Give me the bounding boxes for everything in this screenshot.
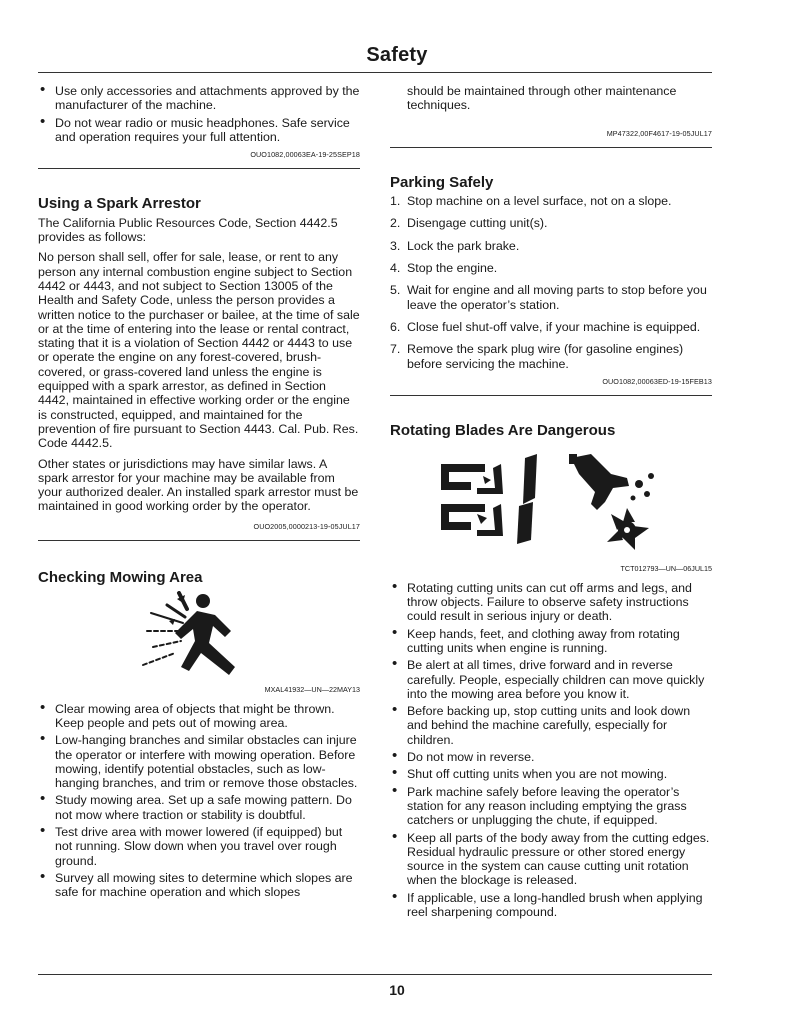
- list-item: • Test drive area with mower lowered (if equipped) but not running. Slow down when you travel over rough ground.: [38, 825, 360, 868]
- reference-code: OUO1082,00063EA-19-25SEP18: [38, 148, 360, 169]
- figure-reference-code: TCT012793—UN—06JUL15: [620, 564, 712, 574]
- parking-steps-list: [390, 194, 712, 371]
- reference-code: MP47322,00F4617-19-05JUL17: [390, 127, 712, 148]
- step-text: Lock the park brake.: [407, 238, 520, 253]
- reference-code: OUO2005,0000213-19-05JUL17: [38, 520, 360, 541]
- step-number: 4.: [390, 261, 401, 276]
- footer-rule: [38, 974, 712, 975]
- section-heading: Checking Mowing Area: [38, 569, 203, 587]
- list-item: • Survey all mowing sites to determine which slopes are safe for machine operation and which slopes: [38, 871, 360, 900]
- foot-hazard-icon: [437, 454, 541, 546]
- list-item: • If applicable, use a long-handled brush when applying reel sharpening compound.: [390, 891, 712, 920]
- list-item: • Study mowing area. Set up a safe mowing pattern. Do not mow where traction or stability is doubtful.: [38, 793, 360, 822]
- step-text: Remove the spark plug wire (for gasoline engines) before servicing the machine.: [407, 342, 684, 371]
- step-number: 3.: [390, 238, 401, 253]
- list-item: • Do not wear radio or music headphones. Safe service and operation requires your full attention.: [38, 116, 360, 145]
- list-item: [390, 194, 712, 208]
- list-item: • Low-hanging branches and similar obstacles can injure the operator or interfere with mowing operation. Before mowing, identify potential obstacles, such as low-hanging branches, and trim or remove those obstacles.: [38, 733, 360, 790]
- list-item: [390, 261, 712, 275]
- left-column: [38, 84, 360, 902]
- spark-arrestor-section: [38, 197, 360, 541]
- list-item: • Park machine safely before leaving the operator’s station for any reason including emptying the grass catchers or unplugging the chute, if equipped.: [390, 785, 712, 828]
- continued-paragraph: should be maintained through other maintenance techniques.: [407, 84, 677, 113]
- figure-reference-code: MXAL41932—UN—22MAY13: [264, 685, 360, 695]
- page-title: Safety: [366, 44, 428, 66]
- list-item: [390, 342, 712, 371]
- hand-hazard-icon: [569, 454, 665, 554]
- list-item: • Clear mowing area of objects that might be thrown. Keep people and pets out of mowing area.: [38, 702, 360, 731]
- list-item: [390, 216, 712, 230]
- step-text: Disengage cutting unit(s).: [407, 216, 548, 231]
- parking-section: [390, 173, 712, 396]
- intro-bullet-list: [38, 84, 360, 144]
- list-item: • Keep hands, feet, and clothing away from rotating cutting units when engine is running.: [390, 627, 712, 656]
- mowing-bullet-list: [38, 702, 360, 900]
- list-item: [390, 239, 712, 253]
- step-number: 2.: [390, 216, 401, 231]
- list-item: [390, 320, 712, 334]
- list-item: • Keep all parts of the body away from the cutting edges. Residual hydraulic pressure or other stored energy source in the system can cause cutting unit rotation when the blockage is released.: [390, 831, 712, 888]
- step-text: Wait for engine and all moving parts to stop before you leave the operator’s station.: [407, 283, 707, 312]
- step-text: Stop the engine.: [407, 261, 498, 276]
- paragraph: No person shall sell, offer for sale, lease, or rent to any person any internal combustion engine subject to Section 4442 or 4443, and not subject to Section 13005 of the Health and Safety Code, unless the person provides a written notice to the purchaser or bailee, at the time of sale or at the time of entering into the lease or rental contract, stating that it is a violation of Section 4442 or 4443 to use or operate the engine on any forest-covered, brush-covered, or grass-covered land unless the engine is equipped with a spark arrestor, as defined in Section 4442, maintained in effective working order or the engine is constructed, equipped, and maintained for the prevention of fire pursuant to Section 4443. Cal. Pub. Res. Code 4442.5.: [38, 250, 360, 451]
- step-number: 1.: [390, 194, 401, 209]
- list-item: • Be alert at all times, drive forward and in reverse carefully. People, especially children can move quickly into the mowing area before you know it.: [390, 658, 712, 701]
- step-number: 6.: [390, 319, 401, 334]
- step-text: Close fuel shut-off valve, if your machine is equipped.: [407, 319, 701, 334]
- rotating-blades-section: [390, 424, 712, 919]
- rotating-blades-figure: [390, 454, 712, 554]
- thrown-objects-figure: [38, 591, 360, 681]
- right-column: [390, 84, 712, 922]
- page-number: 10: [389, 982, 405, 998]
- step-number: 5.: [390, 283, 401, 298]
- section-heading: Rotating Blades Are Dangerous: [390, 422, 616, 440]
- reference-code: OUO1082,00063ED-19-15FEB13: [390, 375, 712, 396]
- blades-bullet-list: [390, 581, 712, 920]
- list-item: • Use only accessories and attachments approved by the manufacturer of the machine.: [38, 84, 360, 113]
- section-heading: Using a Spark Arrestor: [38, 195, 201, 213]
- thrown-objects-hazard-icon: [139, 591, 259, 681]
- list-item: • Shut off cutting units when you are not mowing.: [390, 767, 712, 781]
- mowing-area-section: [38, 571, 360, 899]
- paragraph: Other states or jurisdictions may have similar laws. A spark arrestor for your machine may be available from your authorized dealer. An installed spark arrestor must be maintained in good working order by the operator.: [38, 456, 359, 514]
- step-number: 7.: [390, 342, 401, 357]
- list-item: • Do not mow in reverse.: [390, 750, 712, 764]
- header-rule: [38, 72, 712, 73]
- list-item: [390, 283, 712, 312]
- section-heading: Parking Safely: [390, 173, 494, 191]
- list-item: • Rotating cutting units can cut off arms and legs, and throw objects. Failure to observe safety instructions could result in serious injury or death.: [390, 581, 712, 624]
- list-item: • Before backing up, stop cutting units and look down and behind the machine carefully, especially for children.: [390, 704, 712, 747]
- step-text: Stop machine on a level surface, not on a slope.: [407, 194, 672, 209]
- paragraph: The California Public Resources Code, Section 4442.5 provides as follows:: [38, 215, 338, 245]
